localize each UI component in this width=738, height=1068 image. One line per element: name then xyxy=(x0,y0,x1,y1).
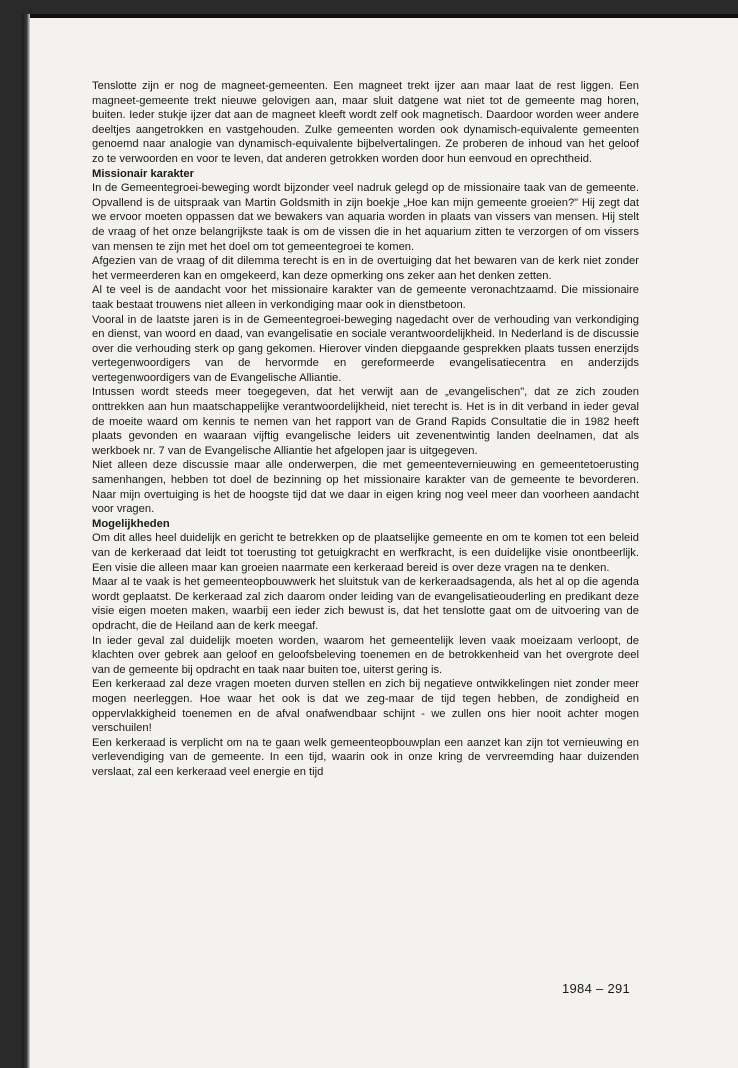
paragraph: Vooral in de laatste jaren is in de Gemeentegroei-beweging nagedacht over de verhouding van verkondiging en dienst, van woord en daad, van evangelisatie en sociale verantwoordelijkheid. In Nederland is de discussie over die verhouding sterk op gang gekomen. Hierover vinden diepgaande gesprekken plaats tussen enerzijds vertegenwoordigers van de hervormde en gereformeerde evangelisatiecentra en anderzijds vertegenwoordigers van de Evangelische Alliantie. xyxy=(92,313,639,384)
paragraph: Intussen wordt steeds meer toegegeven, dat het verwijt aan de „evangelischen", dat ze zich zouden onttrekken aan hun maatschappelijke verantwoordelijkheid, niet terecht is. Het is in dit verband in ieder geval de moeite waard om kennis te nemen van het rapport van de Grand Rapids Consultatie die in 1982 heeft plaats gevonden en waaraan vijftig evangelische leiders uit zevenentwintig landen deelnamen, dat als werkboek nr. 7 van de Evangelische Alliantie het afgelopen jaar is uitgegeven. xyxy=(92,386,639,457)
paragraph: In ieder geval zal duidelijk moeten worden, waarom het gemeentelijk leven vaak moeizaam verloopt, de klachten over gebrek aan geloof en geloofsbeleving toenemen en de betrokkenheid van het overgrote deel van de gemeente bij opdracht en taak naar buiten toe, uiterst gering is. xyxy=(92,634,639,676)
paragraph: Niet alleen deze discussie maar alle onderwerpen, die met gemeentevernieuwing en gemeentetoerusting samenhangen, hebben tot doel de bezinning op het missionaire karakter van de gemeente te bevorderen. Naar mijn overtuiging is het de hoogste tijd dat we daar in eigen kring nog veel meer dan voorheen aandacht voor vragen. xyxy=(92,459,639,516)
paragraph: Afgezien van de vraag of dit dilemma terecht is en in de overtuiging dat het bewaren van de kerk niet zonder het vermeerderen kan en omgekeerd, kan deze opmerking ons zeker aan het denken zetten. xyxy=(92,255,639,282)
page xyxy=(22,14,738,1068)
book-spine xyxy=(22,14,30,1068)
paragraph: Een kerkeraad is verplicht om na te gaan welk gemeenteopbouwplan een aanzet kan zijn tot vernieuwing en verlevendiging van de gemeente. In een tijd, waarin ook in onze kring de vervreemding haar duizenden verslaat, zal een kerkeraad veel energie en tijd xyxy=(92,736,639,778)
paragraph: In de Gemeentegroei-beweging wordt bijzonder veel nadruk gelegd op de missionaire taak van de gemeente. Opvallend is de uitspraak van Martin Goldsmith in zijn boekje „Hoe kan mijn gemeente groeien?" Hij zegt dat we ervoor moeten oppassen dat we bewakers van aquaria worden in plaats van vissers van mensen. Hij stelt de vraag of het onze belangrijkste taak is om de vissen die in het aquarium zitten te verzorgen of om vissers van mensen te zijn met het doel om tot gemeentegroei te komen. xyxy=(92,182,639,253)
paragraph: Om dit alles heel duidelijk en gericht te betrekken op de plaatselijke gemeente en om te komen tot een beleid van de kerkeraad dat leidt tot toerusting tot getuigkracht en werfkracht, is een duidelijke visie onontbeerlijk. Een visie die alleen maar kan groeien naarmate een kerkeraad bereid is over deze vragen na te denken. xyxy=(92,532,639,574)
paragraph: Maar al te vaak is het gemeenteopbouwwerk het sluitstuk van de kerkeraadsagenda, als het al op die agenda wordt geplaatst. De kerkeraad zal zich daarom onder leiding van de evangelisatieouderling en predikant deze visie eigen moeten maken, waarbij een ieder zich bewust is, dat het tenslotte gaat om de uitvoering van de opdracht, die de Heiland aan de kerk meegaf. xyxy=(92,576,639,632)
page-number: 1984 – 291 xyxy=(562,981,631,996)
top-edge xyxy=(22,14,738,18)
section-heading-missionair: Missionair karakter xyxy=(92,167,194,180)
article-body xyxy=(92,79,639,780)
paragraph: Tenslotte zijn er nog de magneet-gemeenten. Een magneet trekt ijzer aan maar laat de rest liggen. Een magneet-gemeente trekt nieuwe gelovigen aan, maar sluit datgene wat niet tot de gemeente mag horen, buiten. Ieder stukje ijzer dat aan de magneet kleeft wordt zelf ook magnetisch. Daardoor worden weer andere deeltjes aangetrokken en vastgehouden. Zulke gemeenten worden ook dynamisch-equivalente gemeenten genoemd naar analogie van dynamisch-equivalente bijbelvertalingen. Ze proberen de inhoud van het geloof zo te verwoorden en voor te leven, dat anderen getrokken worden door hun eenvoud en oprechtheid. xyxy=(92,80,639,165)
section-heading-mogelijkheden: Mogelijkheden xyxy=(92,517,170,530)
paragraph: Al te veel is de aandacht voor het missionaire karakter van de gemeente veronachtzaamd. Die missionaire taak bestaat trouwens niet alleen in verkondiging maar ook in dienstbetoon. xyxy=(92,284,639,311)
paragraph: Een kerkeraad zal deze vragen moeten durven stellen en zich bij negatieve ontwikkelingen niet zonder meer mogen neerleggen. Hoe waar het ook is dat we zeg-maar de tijd tegen hebben, de zondigheid en oppervlakkigheid toenemen en de afval onafwendbaar schijnt - we zullen ons hier nooit achter mogen verschuilen! xyxy=(92,678,639,735)
